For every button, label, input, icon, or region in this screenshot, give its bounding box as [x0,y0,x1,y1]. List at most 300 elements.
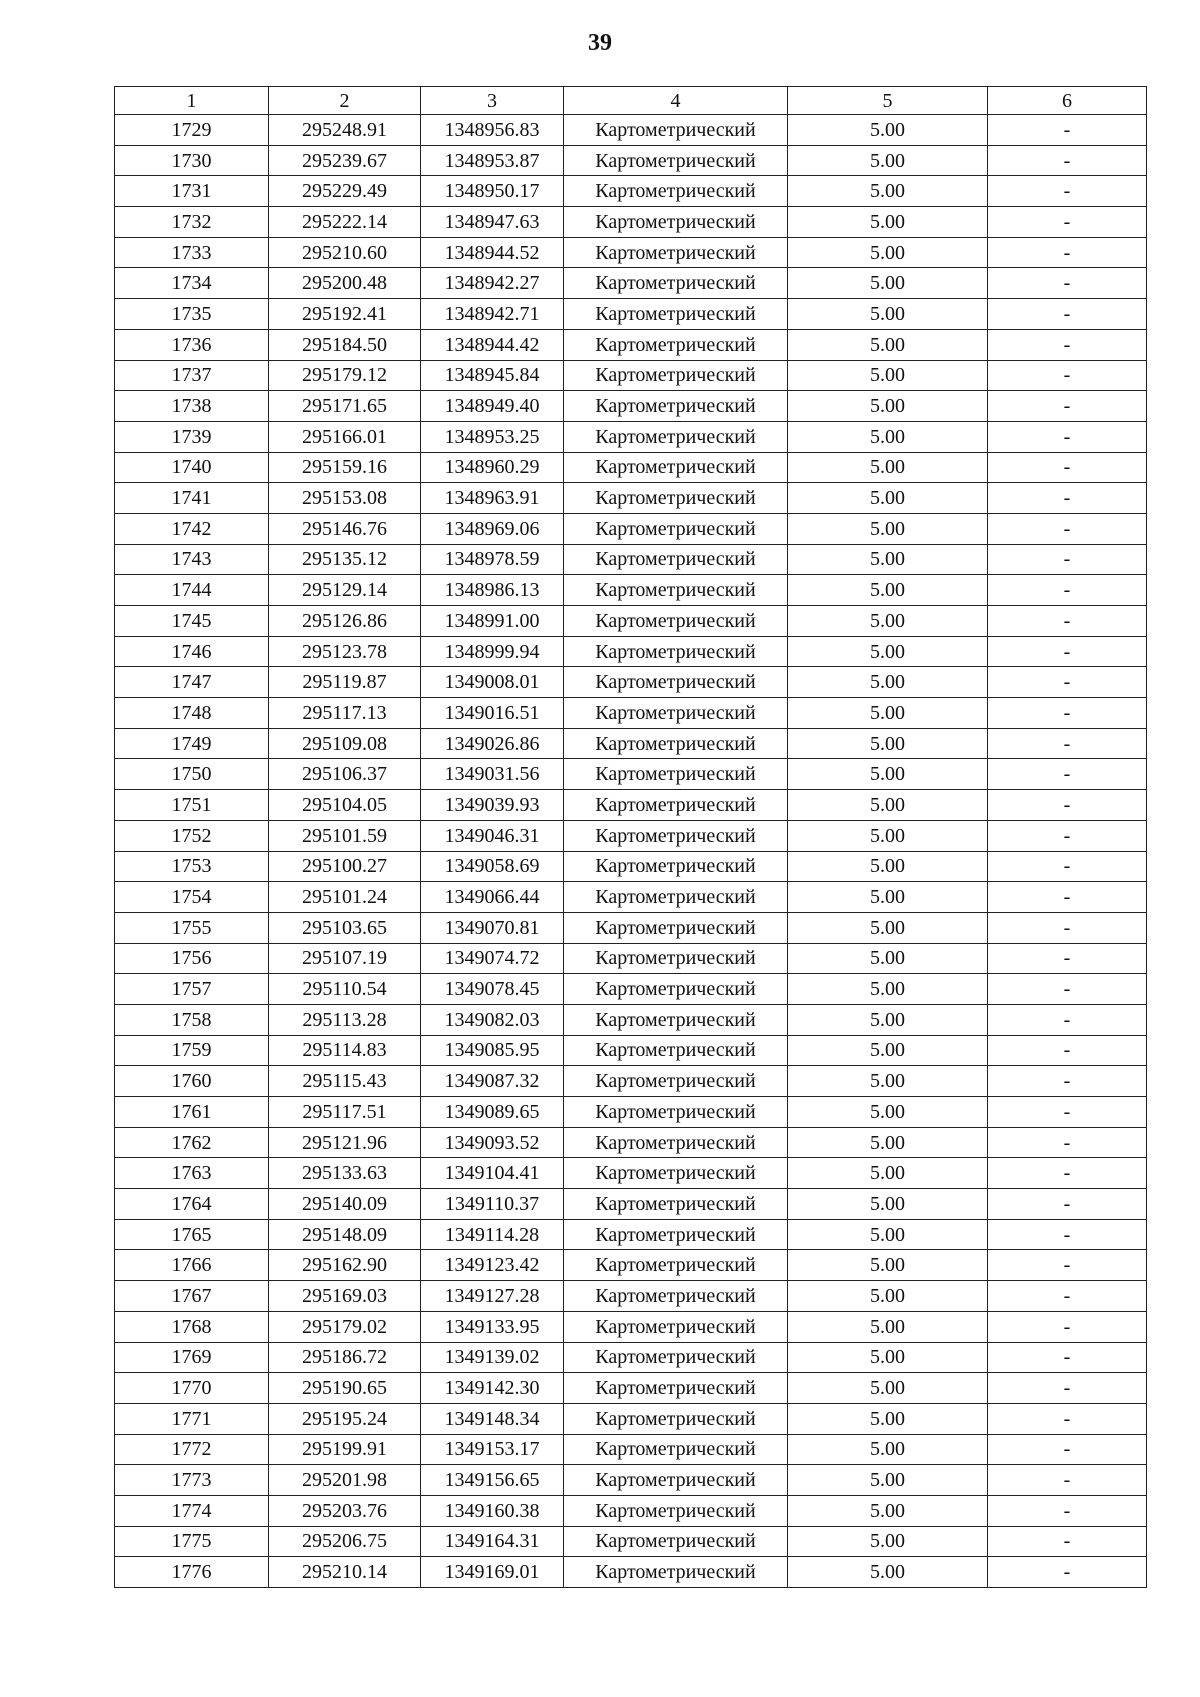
point-number-cell: 1742 [115,513,269,544]
note-cell: - [988,115,1147,146]
accuracy-cell: 5.00 [788,851,988,882]
table-row [115,360,1147,391]
x-coordinate-cell: 295110.54 [269,974,421,1005]
table-row [115,1189,1147,1220]
x-coordinate-cell: 295184.50 [269,329,421,360]
method-cell: Картометрический [564,1281,788,1312]
x-coordinate-cell: 295148.09 [269,1219,421,1250]
point-number-cell: 1741 [115,483,269,514]
y-coordinate-cell: 1349016.51 [421,698,564,729]
point-number-cell: 1774 [115,1495,269,1526]
x-coordinate-cell: 295106.37 [269,759,421,790]
y-coordinate-cell: 1348960.29 [421,452,564,483]
page-number: 39 [588,30,612,56]
y-coordinate-cell: 1349139.02 [421,1342,564,1373]
x-coordinate-cell: 295195.24 [269,1403,421,1434]
note-cell: - [988,1434,1147,1465]
x-coordinate-cell: 295210.14 [269,1557,421,1588]
table-row [115,1250,1147,1281]
x-coordinate-cell: 295146.76 [269,513,421,544]
method-cell: Картометрический [564,360,788,391]
method-cell: Картометрический [564,1097,788,1128]
y-coordinate-cell: 1349008.01 [421,667,564,698]
point-number-cell: 1740 [115,452,269,483]
y-coordinate-cell: 1349058.69 [421,851,564,882]
y-coordinate-cell: 1349164.31 [421,1526,564,1557]
accuracy-cell: 5.00 [788,421,988,452]
table-row [115,145,1147,176]
y-coordinate-cell: 1349070.81 [421,912,564,943]
table-row [115,912,1147,943]
y-coordinate-cell: 1349074.72 [421,943,564,974]
y-coordinate-cell: 1349169.01 [421,1557,564,1588]
point-number-cell: 1776 [115,1557,269,1588]
method-cell: Картометрический [564,1526,788,1557]
note-cell: - [988,636,1147,667]
method-cell: Картометрический [564,851,788,882]
accuracy-cell: 5.00 [788,237,988,268]
note-cell: - [988,1311,1147,1342]
method-cell: Картометрический [564,759,788,790]
method-cell: Картометрический [564,452,788,483]
method-cell: Картометрический [564,1495,788,1526]
column-header-2: 2 [269,87,421,115]
note-cell: - [988,820,1147,851]
note-cell: - [988,237,1147,268]
y-coordinate-cell: 1349133.95 [421,1311,564,1342]
table-row [115,851,1147,882]
accuracy-cell: 5.00 [788,176,988,207]
point-number-cell: 1734 [115,268,269,299]
point-number-cell: 1766 [115,1250,269,1281]
table-row [115,207,1147,238]
accuracy-cell: 5.00 [788,882,988,913]
accuracy-cell: 5.00 [788,759,988,790]
note-cell: - [988,1035,1147,1066]
note-cell: - [988,728,1147,759]
table-row [115,820,1147,851]
note-cell: - [988,790,1147,821]
x-coordinate-cell: 295210.60 [269,237,421,268]
accuracy-cell: 5.00 [788,667,988,698]
table-row [115,513,1147,544]
point-number-cell: 1755 [115,912,269,943]
accuracy-cell: 5.00 [788,1281,988,1312]
y-coordinate-cell: 1348953.87 [421,145,564,176]
y-coordinate-cell: 1349127.28 [421,1281,564,1312]
column-header-4: 4 [564,87,788,115]
x-coordinate-cell: 295126.86 [269,606,421,637]
table-row [115,1465,1147,1496]
y-coordinate-cell: 1349148.34 [421,1403,564,1434]
table-row [115,1066,1147,1097]
method-cell: Картометрический [564,1250,788,1281]
accuracy-cell: 5.00 [788,1311,988,1342]
table-header-row [115,87,1147,115]
point-number-cell: 1763 [115,1158,269,1189]
y-coordinate-cell: 1348963.91 [421,483,564,514]
accuracy-cell: 5.00 [788,145,988,176]
method-cell: Картометрический [564,728,788,759]
point-number-cell: 1747 [115,667,269,698]
note-cell: - [988,759,1147,790]
x-coordinate-cell: 295104.05 [269,790,421,821]
method-cell: Картометрический [564,115,788,146]
x-coordinate-cell: 295186.72 [269,1342,421,1373]
x-coordinate-cell: 295140.09 [269,1189,421,1220]
y-coordinate-cell: 1348945.84 [421,360,564,391]
point-number-cell: 1765 [115,1219,269,1250]
note-cell: - [988,1189,1147,1220]
column-header-1: 1 [115,87,269,115]
note-cell: - [988,145,1147,176]
x-coordinate-cell: 295190.65 [269,1373,421,1404]
point-number-cell: 1732 [115,207,269,238]
method-cell: Картометрический [564,1219,788,1250]
point-number-cell: 1737 [115,360,269,391]
y-coordinate-cell: 1348986.13 [421,575,564,606]
method-cell: Картометрический [564,912,788,943]
note-cell: - [988,544,1147,575]
accuracy-cell: 5.00 [788,1434,988,1465]
point-number-cell: 1754 [115,882,269,913]
accuracy-cell: 5.00 [788,268,988,299]
method-cell: Картометрический [564,1035,788,1066]
accuracy-cell: 5.00 [788,1495,988,1526]
note-cell: - [988,391,1147,422]
y-coordinate-cell: 1348953.25 [421,421,564,452]
method-cell: Картометрический [564,1004,788,1035]
point-number-cell: 1748 [115,698,269,729]
method-cell: Картометрический [564,329,788,360]
point-number-cell: 1730 [115,145,269,176]
method-cell: Картометрический [564,606,788,637]
method-cell: Картометрический [564,1557,788,1588]
note-cell: - [988,1465,1147,1496]
method-cell: Картометрический [564,1189,788,1220]
accuracy-cell: 5.00 [788,1526,988,1557]
table-row [115,391,1147,422]
y-coordinate-cell: 1349046.31 [421,820,564,851]
point-number-cell: 1746 [115,636,269,667]
note-cell: - [988,851,1147,882]
table-row [115,667,1147,698]
point-number-cell: 1750 [115,759,269,790]
point-number-cell: 1768 [115,1311,269,1342]
x-coordinate-cell: 295162.90 [269,1250,421,1281]
table-row [115,1342,1147,1373]
accuracy-cell: 5.00 [788,391,988,422]
method-cell: Картометрический [564,943,788,974]
table-row [115,943,1147,974]
x-coordinate-cell: 295239.67 [269,145,421,176]
accuracy-cell: 5.00 [788,483,988,514]
accuracy-cell: 5.00 [788,820,988,851]
y-coordinate-cell: 1348942.27 [421,268,564,299]
accuracy-cell: 5.00 [788,606,988,637]
point-number-cell: 1771 [115,1403,269,1434]
note-cell: - [988,1342,1147,1373]
note-cell: - [988,575,1147,606]
method-cell: Картометрический [564,268,788,299]
table-row [115,329,1147,360]
point-number-cell: 1770 [115,1373,269,1404]
point-number-cell: 1756 [115,943,269,974]
table-row [115,636,1147,667]
point-number-cell: 1769 [115,1342,269,1373]
accuracy-cell: 5.00 [788,360,988,391]
y-coordinate-cell: 1349087.32 [421,1066,564,1097]
point-number-cell: 1749 [115,728,269,759]
column-header-6: 6 [988,87,1147,115]
accuracy-cell: 5.00 [788,1127,988,1158]
method-cell: Картометрический [564,207,788,238]
x-coordinate-cell: 295153.08 [269,483,421,514]
x-coordinate-cell: 295133.63 [269,1158,421,1189]
table-row [115,974,1147,1005]
table-row [115,544,1147,575]
point-number-cell: 1759 [115,1035,269,1066]
note-cell: - [988,698,1147,729]
note-cell: - [988,1097,1147,1128]
note-cell: - [988,483,1147,514]
x-coordinate-cell: 295206.75 [269,1526,421,1557]
point-number-cell: 1731 [115,176,269,207]
method-cell: Картометрический [564,237,788,268]
x-coordinate-cell: 295171.65 [269,391,421,422]
method-cell: Картометрический [564,299,788,330]
accuracy-cell: 5.00 [788,452,988,483]
y-coordinate-cell: 1348950.17 [421,176,564,207]
x-coordinate-cell: 295199.91 [269,1434,421,1465]
y-coordinate-cell: 1349026.86 [421,728,564,759]
y-coordinate-cell: 1349123.42 [421,1250,564,1281]
point-number-cell: 1743 [115,544,269,575]
point-number-cell: 1753 [115,851,269,882]
method-cell: Картометрический [564,1373,788,1404]
x-coordinate-cell: 295135.12 [269,544,421,575]
x-coordinate-cell: 295179.12 [269,360,421,391]
note-cell: - [988,299,1147,330]
y-coordinate-cell: 1348949.40 [421,391,564,422]
accuracy-cell: 5.00 [788,1189,988,1220]
table-row [115,698,1147,729]
method-cell: Картометрический [564,1158,788,1189]
table-row [115,1526,1147,1557]
point-number-cell: 1758 [115,1004,269,1035]
x-coordinate-cell: 295114.83 [269,1035,421,1066]
y-coordinate-cell: 1349039.93 [421,790,564,821]
x-coordinate-cell: 295203.76 [269,1495,421,1526]
table-row [115,1557,1147,1588]
point-number-cell: 1729 [115,115,269,146]
y-coordinate-cell: 1349153.17 [421,1434,564,1465]
note-cell: - [988,1158,1147,1189]
accuracy-cell: 5.00 [788,1035,988,1066]
note-cell: - [988,1066,1147,1097]
x-coordinate-cell: 295101.59 [269,820,421,851]
accuracy-cell: 5.00 [788,1465,988,1496]
method-cell: Картометрический [564,974,788,1005]
y-coordinate-cell: 1349082.03 [421,1004,564,1035]
note-cell: - [988,974,1147,1005]
point-number-cell: 1757 [115,974,269,1005]
y-coordinate-cell: 1349160.38 [421,1495,564,1526]
note-cell: - [988,1373,1147,1404]
accuracy-cell: 5.00 [788,329,988,360]
method-cell: Картометрический [564,1066,788,1097]
accuracy-cell: 5.00 [788,728,988,759]
note-cell: - [988,1004,1147,1035]
point-number-cell: 1735 [115,299,269,330]
table-row [115,1127,1147,1158]
accuracy-cell: 5.00 [788,636,988,667]
note-cell: - [988,882,1147,913]
y-coordinate-cell: 1349066.44 [421,882,564,913]
x-coordinate-cell: 295201.98 [269,1465,421,1496]
accuracy-cell: 5.00 [788,912,988,943]
y-coordinate-cell: 1348947.63 [421,207,564,238]
column-header-5: 5 [788,87,988,115]
x-coordinate-cell: 295222.14 [269,207,421,238]
accuracy-cell: 5.00 [788,513,988,544]
method-cell: Картометрический [564,513,788,544]
method-cell: Картометрический [564,1342,788,1373]
x-coordinate-cell: 295113.28 [269,1004,421,1035]
x-coordinate-cell: 295100.27 [269,851,421,882]
point-number-cell: 1733 [115,237,269,268]
y-coordinate-cell: 1348991.00 [421,606,564,637]
table-row [115,728,1147,759]
x-coordinate-cell: 295169.03 [269,1281,421,1312]
point-number-cell: 1760 [115,1066,269,1097]
note-cell: - [988,421,1147,452]
table-row [115,575,1147,606]
note-cell: - [988,452,1147,483]
y-coordinate-cell: 1348969.06 [421,513,564,544]
y-coordinate-cell: 1348942.71 [421,299,564,330]
accuracy-cell: 5.00 [788,1004,988,1035]
accuracy-cell: 5.00 [788,299,988,330]
x-coordinate-cell: 295107.19 [269,943,421,974]
table-row [115,299,1147,330]
table-row [115,1311,1147,1342]
note-cell: - [988,176,1147,207]
method-cell: Картометрический [564,176,788,207]
table-row [115,759,1147,790]
point-number-cell: 1751 [115,790,269,821]
y-coordinate-cell: 1348999.94 [421,636,564,667]
table-row [115,1495,1147,1526]
x-coordinate-cell: 295159.16 [269,452,421,483]
y-coordinate-cell: 1349110.37 [421,1189,564,1220]
accuracy-cell: 5.00 [788,943,988,974]
y-coordinate-cell: 1349114.28 [421,1219,564,1250]
table-row [115,1004,1147,1035]
table-row [115,421,1147,452]
point-number-cell: 1764 [115,1189,269,1220]
method-cell: Картометрический [564,421,788,452]
accuracy-cell: 5.00 [788,1557,988,1588]
note-cell: - [988,1219,1147,1250]
point-number-cell: 1762 [115,1127,269,1158]
note-cell: - [988,1526,1147,1557]
x-coordinate-cell: 295192.41 [269,299,421,330]
note-cell: - [988,912,1147,943]
y-coordinate-cell: 1348956.83 [421,115,564,146]
table-row [115,1158,1147,1189]
accuracy-cell: 5.00 [788,1066,988,1097]
point-number-cell: 1761 [115,1097,269,1128]
accuracy-cell: 5.00 [788,974,988,1005]
method-cell: Картометрический [564,790,788,821]
method-cell: Картометрический [564,1465,788,1496]
note-cell: - [988,606,1147,637]
x-coordinate-cell: 295117.13 [269,698,421,729]
coordinates-table [114,86,1147,1588]
table-row [115,1281,1147,1312]
table-row [115,1403,1147,1434]
table-row [115,237,1147,268]
note-cell: - [988,1250,1147,1281]
note-cell: - [988,943,1147,974]
table-body [115,115,1147,1588]
x-coordinate-cell: 295117.51 [269,1097,421,1128]
point-number-cell: 1744 [115,575,269,606]
table-row [115,1219,1147,1250]
point-number-cell: 1738 [115,391,269,422]
table-row [115,176,1147,207]
y-coordinate-cell: 1348944.42 [421,329,564,360]
point-number-cell: 1773 [115,1465,269,1496]
column-header-3: 3 [421,87,564,115]
y-coordinate-cell: 1349104.41 [421,1158,564,1189]
method-cell: Картометрический [564,698,788,729]
y-coordinate-cell: 1349078.45 [421,974,564,1005]
x-coordinate-cell: 295101.24 [269,882,421,913]
note-cell: - [988,1557,1147,1588]
x-coordinate-cell: 295109.08 [269,728,421,759]
y-coordinate-cell: 1349093.52 [421,1127,564,1158]
y-coordinate-cell: 1349089.65 [421,1097,564,1128]
x-coordinate-cell: 295248.91 [269,115,421,146]
point-number-cell: 1739 [115,421,269,452]
table-row [115,1097,1147,1128]
x-coordinate-cell: 295166.01 [269,421,421,452]
note-cell: - [988,1403,1147,1434]
accuracy-cell: 5.00 [788,1219,988,1250]
accuracy-cell: 5.00 [788,1097,988,1128]
point-number-cell: 1752 [115,820,269,851]
point-number-cell: 1745 [115,606,269,637]
note-cell: - [988,268,1147,299]
y-coordinate-cell: 1349156.65 [421,1465,564,1496]
method-cell: Картометрический [564,391,788,422]
table-row [115,452,1147,483]
x-coordinate-cell: 295123.78 [269,636,421,667]
accuracy-cell: 5.00 [788,1403,988,1434]
method-cell: Картометрический [564,544,788,575]
method-cell: Картометрический [564,1434,788,1465]
accuracy-cell: 5.00 [788,1373,988,1404]
note-cell: - [988,207,1147,238]
x-coordinate-cell: 295115.43 [269,1066,421,1097]
y-coordinate-cell: 1349142.30 [421,1373,564,1404]
x-coordinate-cell: 295121.96 [269,1127,421,1158]
method-cell: Картометрический [564,575,788,606]
table-row [115,606,1147,637]
table-row [115,1434,1147,1465]
